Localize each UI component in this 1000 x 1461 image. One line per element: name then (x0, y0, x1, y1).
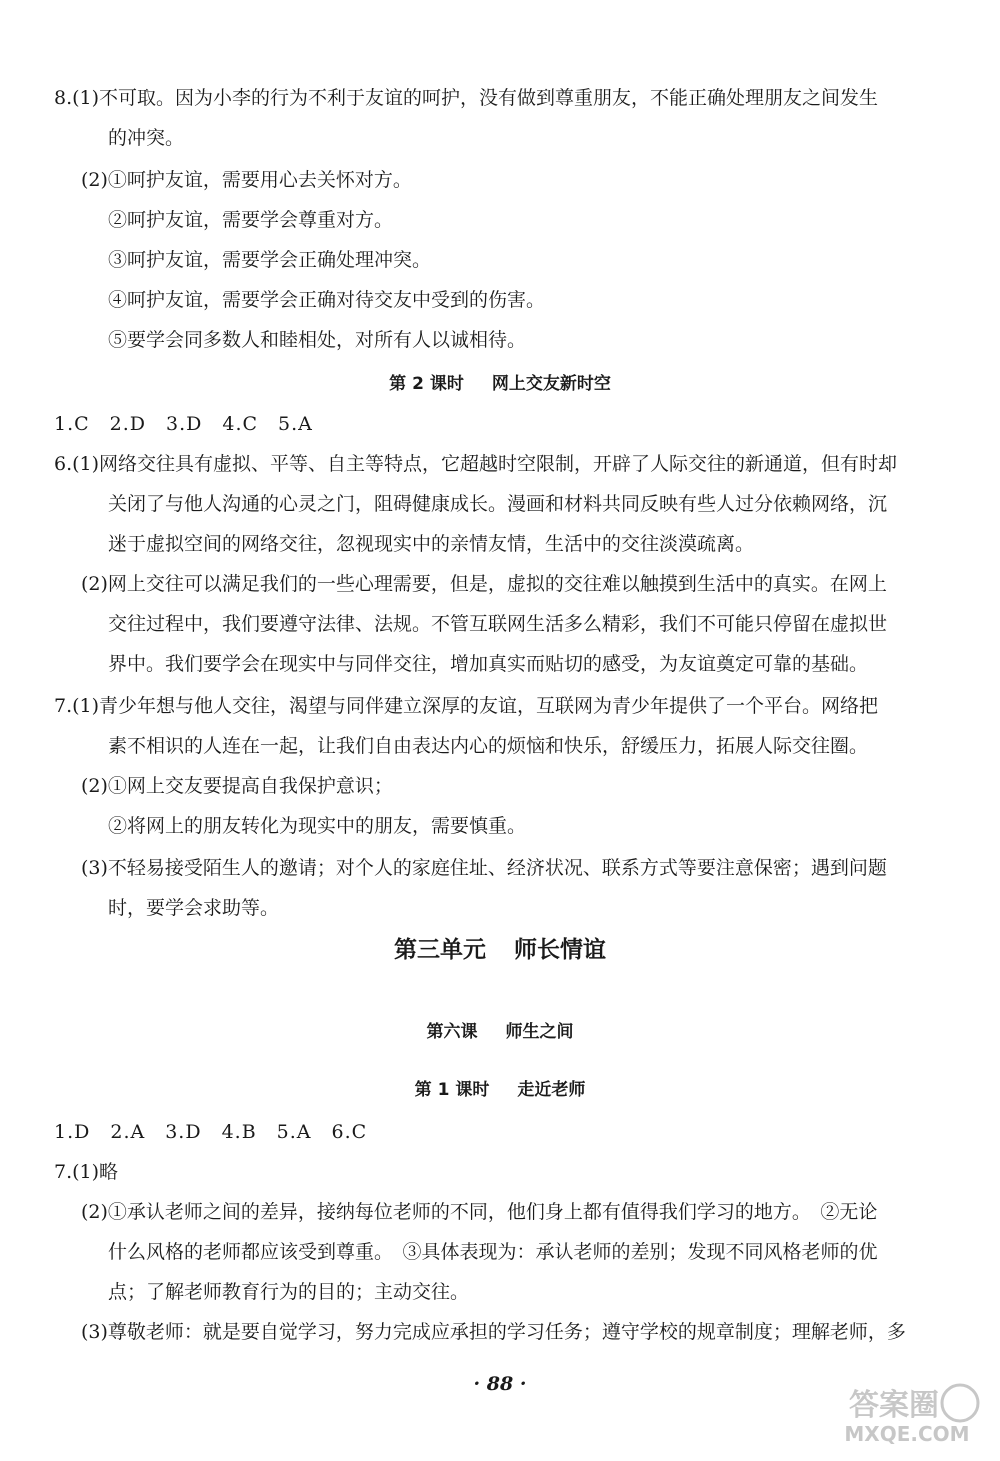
q8-part2-line2: ②呵护友谊，需要学会尊重对方。 (108, 209, 394, 231)
lesson2-title (0, 364, 1000, 404)
lesson6-period1-title (0, 1070, 1000, 1110)
lesson6-period1-q7-part2-line1: (2)①承认老师之间的差异，接纳每位老师的不同，他们身上都有值得我们学习的地方。 ②无论 (81, 1201, 878, 1223)
unit3-title-prefix: 第三单元 (394, 937, 486, 963)
lesson2-title-prefix: 第 2 课时 (389, 374, 464, 394)
lesson2-q7-part3-line1: (3)不轻易接受陌生人的邀请；对个人的家庭住址、经济状况、联系方式等要注意保密；遇到问题 (81, 857, 887, 879)
page-number: · 88 · (473, 1373, 527, 1395)
lesson6-period1-title-name: 走近老师 (517, 1080, 586, 1100)
watermark-bottom-text: MXQE.COM (844, 1422, 970, 1446)
lesson2-q6-part2-line3: 界中。我们要学会在现实中与同伴交往，增加真实而贴切的感受，为友谊奠定可靠的基础。 (108, 653, 869, 675)
lesson2-q7-part3-line2: 时，要学会求助等。 (108, 897, 280, 919)
lesson2-q6-part2-line1: (2)网上交往可以满足我们的一些心理需要，但是，虚拟的交往难以触摸到生活中的真实。在网上 (81, 573, 887, 595)
answer-stamp-logo-icon (832, 1381, 982, 1447)
lesson6-period1-q7-part2-line3: 点；了解老师教育行为的目的；主动交往。 (108, 1281, 470, 1303)
lesson6-period1-choice-answers: 1.D 2.A 3.D 4.B 5.A 6.C (54, 1121, 368, 1143)
lesson6-period1-q7-part3-line1: (3)尊敬老师：就是要自觉学习，努力完成应承担的学习任务；遵守学校的规章制度；理解老师，多 (81, 1321, 906, 1343)
lesson6-title-prefix: 第六课 (426, 1022, 478, 1042)
lesson2-q6-part1-line2: 关闭了与他人沟通的心灵之门，阻碍健康成长。漫画和材料共同反映有些人过分依赖网络，沉 (108, 493, 888, 515)
q8-part2-line5: ⑤要学会同多数人和睦相处，对所有人以诚相待。 (108, 329, 527, 351)
lesson6-period1-q7-part1: 7.(1)略 (54, 1161, 119, 1183)
q8-part2-line3: ③呵护友谊，需要学会正确处理冲突。 (108, 249, 432, 271)
lesson2-q6-part1-line1: 6.(1)网络交往具有虚拟、平等、自主等特点，它超越时空限制，开辟了人际交往的新通道，但有时却 (54, 453, 898, 475)
lesson2-q7-part1-line1: 7.(1)青少年想与他人交往，渴望与同伴建立深厚的友谊，互联网为青少年提供了一个平台。网络把 (54, 695, 879, 717)
lesson2-q7-part2-line2: ②将网上的朋友转化为现实中的朋友，需要慎重。 (108, 815, 527, 837)
lesson6-period1-title-prefix: 第 1 课时 (414, 1080, 490, 1100)
lesson2-choice-answers: 1.C 2.D 3.D 4.C 5.A (54, 413, 313, 435)
lesson2-title-name: 网上交友新时空 (491, 374, 611, 394)
lesson2-q6-part2-line2: 交往过程中，我们要遵守法律、法规。不管互联网生活多么精彩，我们不可能只停留在虚拟世 (108, 613, 888, 635)
lesson6-title-name: 师生之间 (505, 1022, 574, 1042)
lesson6-title (0, 1012, 1000, 1052)
lesson2-q7-part1-line2: 素不相识的人连在一起，让我们自由表达内心的烦恼和快乐，舒缓压力，拓展人际交往圈。 (108, 735, 869, 757)
unit3-title (0, 930, 1000, 970)
q8-part2-line1: (2)①呵护友谊，需要用心去关怀对方。 (81, 169, 412, 191)
lesson6-period1-q7-part2-line2: 什么风格的老师都应该受到尊重。 ③具体表现为：承认老师的差别；发现不同风格老师的优 (108, 1241, 878, 1263)
unit3-title-name: 师长情谊 (514, 937, 606, 963)
lesson2-q6-part1-line3: 迷于虚拟空间的网络交往，忽视现实中的亲情友情，生活中的交往淡漠疏离。 (108, 533, 755, 555)
q8-part2-line4: ④呵护友谊，需要学会正确对待交友中受到的伤害。 (108, 289, 546, 311)
lesson2-q7-part2-line1: (2)①网上交友要提高自我保护意识； (81, 775, 393, 797)
watermark-top-text: 答案圈 (849, 1388, 939, 1423)
q8-part1-line1: 8.(1)不可取。因为小李的行为不利于友谊的呵护，没有做到尊重朋友，不能正确处理朋友之间发生 (54, 87, 879, 109)
q8-part1-line2: 的冲突。 (108, 127, 185, 149)
